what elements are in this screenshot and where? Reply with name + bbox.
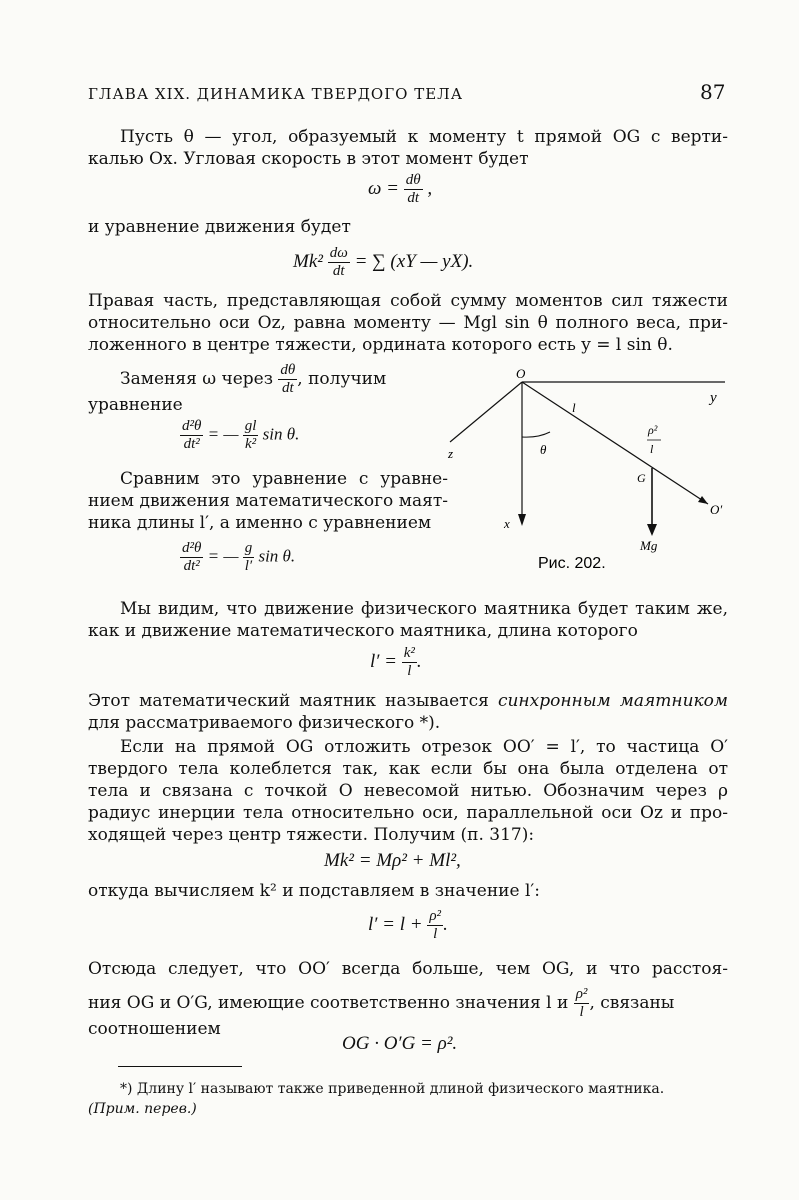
denominator: dt²	[183, 558, 200, 574]
denominator: l	[579, 1004, 584, 1020]
text-line: Если на прямой OG отложить отрезок OO′ = l′, то частица O′	[120, 737, 728, 757]
label-O: O	[516, 366, 526, 381]
equation-product: OG · O′G = ρ².	[342, 1033, 458, 1054]
text-line: Сравним это уравнение с уравне-	[120, 469, 448, 489]
text-line: Отсюда следует, что OO′ всегда больше, чем OG, и что расстоя-	[88, 959, 728, 979]
equation-synchronous-length	[370, 645, 422, 680]
text-line: нием движения математического маят-	[88, 491, 448, 511]
denominator: l	[407, 663, 412, 679]
eq-part: sin θ.	[258, 546, 296, 566]
fraction	[180, 540, 203, 575]
equation-motion	[293, 245, 473, 280]
text-line: Правая часть, представляющая собой сумму моментов сил тяжести	[88, 291, 728, 311]
denominator: dt²	[183, 436, 200, 452]
fraction	[278, 362, 297, 397]
eq-part: l′ = l +	[368, 913, 423, 935]
footnote-text: (Прим. перев.)	[88, 1101, 197, 1117]
equation-math-pendulum	[180, 540, 295, 575]
text-line: радиус инерции тела относительно оси, параллельной оси Oz и про-	[88, 803, 728, 823]
figure-caption: Рис. 202.	[538, 555, 606, 572]
fraction	[402, 645, 417, 680]
fraction	[404, 172, 423, 207]
text-line: ходящей через центр тяжести. Получим (п. 317):	[88, 825, 535, 845]
eq-part: = —	[207, 546, 239, 566]
denominator: dt	[407, 190, 420, 206]
axis-z	[450, 382, 522, 442]
figure-202-pendulum	[440, 362, 740, 572]
eq-part: = —	[207, 424, 239, 444]
fraction	[180, 418, 203, 453]
numerator: gl	[244, 418, 257, 434]
numerator: ρ²	[429, 908, 442, 924]
fraction	[243, 418, 259, 453]
numerator: g	[244, 540, 253, 556]
denominator: dt	[281, 380, 294, 396]
text-line	[88, 986, 728, 1021]
text-line: как и движение математического маятника, длина которого	[88, 621, 638, 641]
text-part: Этот математический маятник называется	[88, 691, 489, 711]
footnote-rule	[118, 1066, 242, 1067]
fraction	[243, 540, 255, 575]
equation-reduced-length	[368, 908, 448, 943]
text-line: относительно оси Oz, равна моменту — Mgl sin θ полного веса, при-	[88, 313, 728, 333]
text-line: уравнение	[88, 395, 183, 415]
numerator: d²θ	[182, 418, 202, 434]
equation-omega: ω = $\frac{d\theta}{dt}$ ,	[368, 172, 433, 206]
numerator: dθ	[405, 172, 421, 188]
text-line: калью Ox. Угловая скорость в этот момент будет	[88, 149, 529, 169]
text-line: твердого тела колеблется так, как если бы она была отделена от	[88, 759, 728, 779]
text-part: ния OG и O′G, имеющие соответственно значения l и	[88, 993, 569, 1013]
text-line	[88, 690, 728, 712]
label-l: l	[572, 400, 576, 415]
denominator: l	[433, 926, 438, 942]
line-OG	[522, 382, 708, 504]
label-Mg: Mg	[640, 538, 658, 553]
denominator: dt	[332, 263, 345, 279]
label-l-under-rho: l	[650, 442, 654, 456]
numerator: dω	[329, 245, 348, 261]
equation-inertia: Mk² = Mρ² + Ml²,	[324, 850, 461, 871]
text-line: ника длины l′, а именно с уравнением	[88, 513, 432, 533]
text-line: Мы видим, что движение физического маятника будет таким же,	[120, 599, 728, 619]
text-line: для рассматриваемого физического *).	[88, 713, 441, 733]
eq-part: l′ =	[370, 650, 398, 672]
weight-vector-arrow	[647, 524, 657, 536]
term-synchronous-pendulum: синхронным маятником	[497, 691, 728, 711]
label-G: G	[637, 471, 646, 485]
eq-part: ω =	[368, 177, 399, 199]
text-part: , получим	[297, 369, 387, 389]
fraction	[574, 986, 590, 1021]
numerator: d²θ	[182, 540, 202, 556]
footnote-text: *) Длину l′ называют также приведенной длиной физического маятника.	[120, 1081, 665, 1097]
text-line: откуда вычисляем k² и подставляем в значение l′:	[88, 881, 540, 901]
label-O-prime: O′	[710, 502, 723, 517]
label-theta: θ	[540, 442, 547, 457]
text-line: Пусть θ — угол, образуемый к моменту t прямой OG с верти-	[120, 127, 728, 147]
eq-part: Mk²	[293, 250, 323, 272]
eq-part: .	[416, 650, 422, 672]
label-rho: ρ²	[648, 423, 658, 437]
fraction	[427, 908, 443, 943]
eq-part: sin θ.	[262, 424, 300, 444]
denominator: l′	[244, 558, 253, 574]
denominator: k²	[244, 436, 257, 452]
angle-theta-arc	[522, 432, 550, 437]
numerator: k²	[403, 645, 415, 661]
text-line: тела и связана с точкой O невесомой нитью. Обозначим через ρ	[88, 781, 728, 801]
text-line	[120, 362, 440, 397]
running-header: ГЛАВА XIX. ДИНАМИКА ТВЕРДОГО ТЕЛА	[88, 85, 464, 103]
equation-physical-pendulum	[180, 418, 299, 453]
text-part: , связаны	[589, 993, 675, 1013]
page-number: 87	[700, 80, 726, 104]
text-line: ложенного в центре тяжести, ордината которого есть y = l sin θ.	[88, 335, 673, 355]
text-part: Заменяя ω через	[120, 369, 273, 389]
label-x: x	[504, 516, 510, 531]
axis-x-arrow	[518, 514, 526, 526]
label-y: y	[710, 390, 717, 406]
text-line: соотношением	[88, 1019, 221, 1039]
line-OG-arrow	[698, 496, 708, 504]
label-z: z	[448, 446, 454, 461]
eq-part: = ∑ (xY — yX).	[354, 250, 474, 272]
fraction	[328, 245, 350, 280]
numerator: ρ²	[575, 986, 588, 1002]
eq-part: .	[443, 913, 448, 935]
numerator: dθ	[280, 362, 296, 378]
text-line: и уравнение движения будет	[88, 217, 351, 237]
